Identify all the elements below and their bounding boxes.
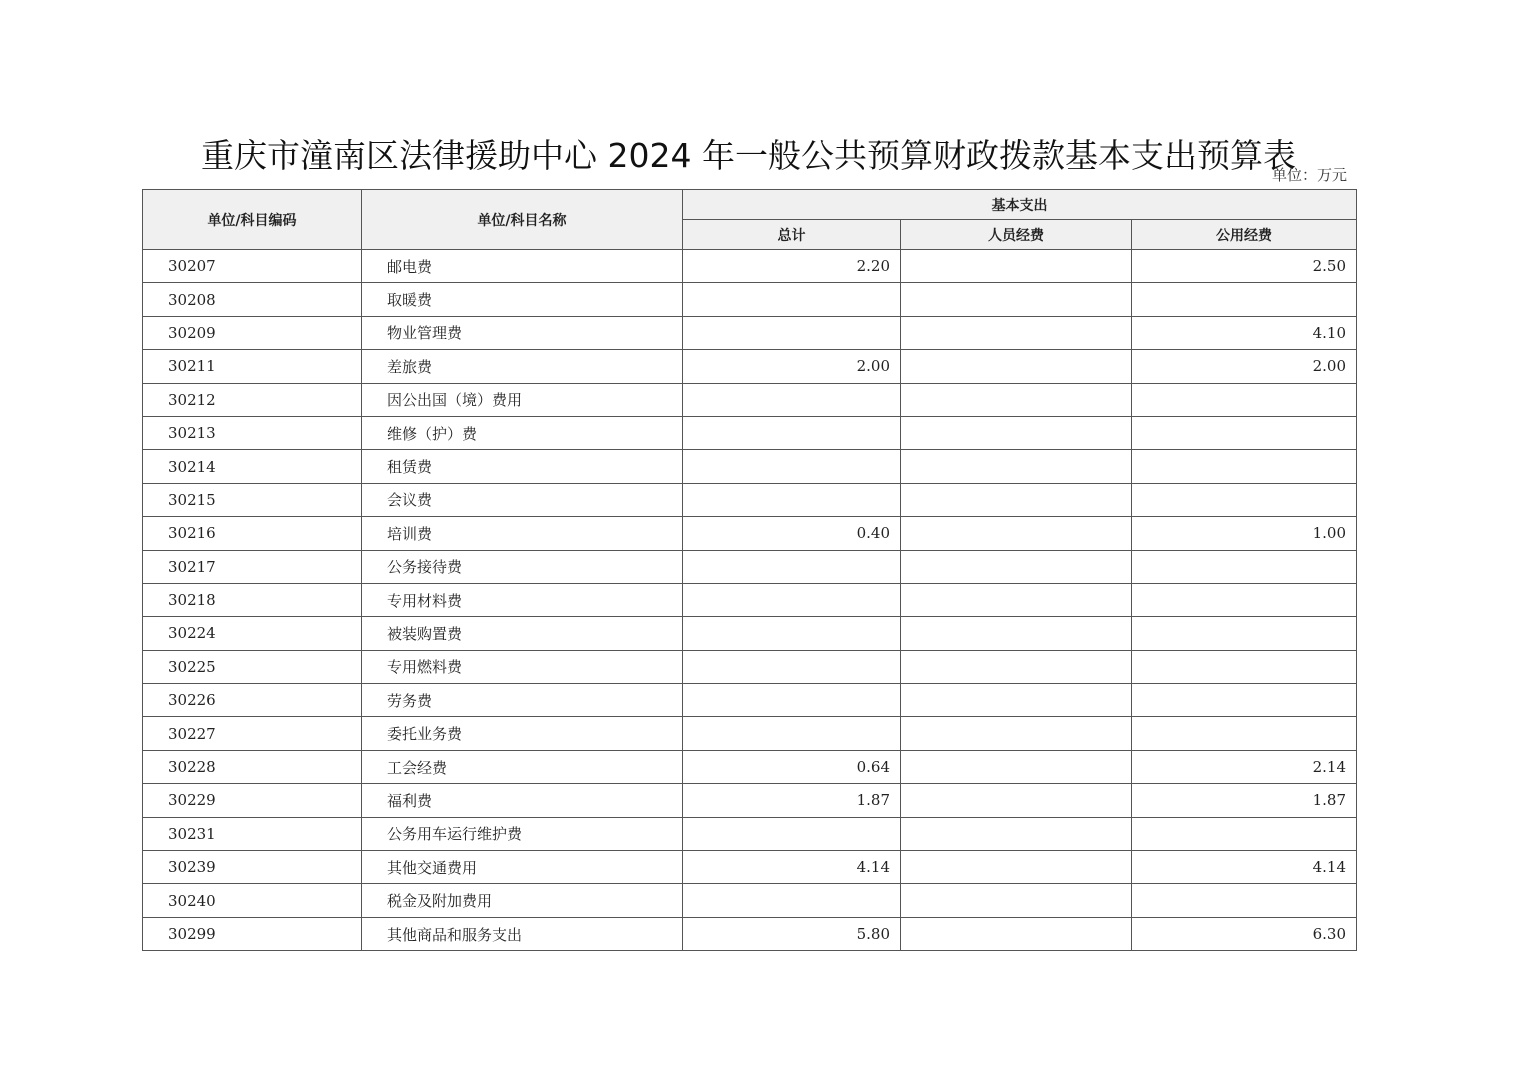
cell-name: 公务接待费 bbox=[362, 550, 683, 583]
cell-personnel bbox=[901, 316, 1132, 349]
cell-total bbox=[683, 550, 901, 583]
header-personnel: 人员经费 bbox=[901, 220, 1132, 250]
cell-public bbox=[1132, 283, 1357, 316]
cell-name: 委托业务费 bbox=[362, 717, 683, 750]
cell-total bbox=[683, 316, 901, 349]
cell-code: 30211 bbox=[143, 350, 362, 383]
cell-personnel bbox=[901, 283, 1132, 316]
cell-total: 0.64 bbox=[683, 750, 901, 783]
cell-public bbox=[1132, 483, 1357, 516]
cell-public: 1.87 bbox=[1132, 784, 1357, 817]
cell-code: 30212 bbox=[143, 383, 362, 416]
table-body bbox=[143, 250, 1357, 951]
cell-personnel bbox=[901, 817, 1132, 850]
cell-code: 30218 bbox=[143, 583, 362, 616]
cell-name: 差旅费 bbox=[362, 350, 683, 383]
budget-table bbox=[142, 189, 1357, 951]
header-code: 单位/科目编码 bbox=[143, 190, 362, 250]
cell-total: 0.40 bbox=[683, 517, 901, 550]
cell-personnel bbox=[901, 717, 1132, 750]
cell-public bbox=[1132, 617, 1357, 650]
header-total: 总计 bbox=[683, 220, 901, 250]
table-header bbox=[143, 190, 1357, 250]
cell-personnel bbox=[901, 450, 1132, 483]
cell-total: 2.00 bbox=[683, 350, 901, 383]
cell-public bbox=[1132, 416, 1357, 449]
cell-name: 维修（护）费 bbox=[362, 416, 683, 449]
cell-name: 专用材料费 bbox=[362, 583, 683, 616]
cell-name: 因公出国（境）费用 bbox=[362, 383, 683, 416]
cell-name: 邮电费 bbox=[362, 250, 683, 283]
cell-total bbox=[683, 283, 901, 316]
table-row bbox=[143, 617, 1357, 650]
cell-personnel bbox=[901, 416, 1132, 449]
table-row bbox=[143, 416, 1357, 449]
cell-public: 2.00 bbox=[1132, 350, 1357, 383]
table-row bbox=[143, 817, 1357, 850]
cell-name: 其他交通费用 bbox=[362, 851, 683, 884]
cell-code: 30217 bbox=[143, 550, 362, 583]
cell-code: 30231 bbox=[143, 817, 362, 850]
cell-personnel bbox=[901, 851, 1132, 884]
cell-code: 30213 bbox=[143, 416, 362, 449]
cell-total bbox=[683, 583, 901, 616]
cell-public: 4.10 bbox=[1132, 316, 1357, 349]
cell-name: 专用燃料费 bbox=[362, 650, 683, 683]
cell-total: 4.14 bbox=[683, 851, 901, 884]
cell-personnel bbox=[901, 884, 1132, 917]
cell-name: 公务用车运行维护费 bbox=[362, 817, 683, 850]
cell-code: 30224 bbox=[143, 617, 362, 650]
cell-personnel bbox=[901, 250, 1132, 283]
cell-personnel bbox=[901, 650, 1132, 683]
table-row bbox=[143, 784, 1357, 817]
table-row bbox=[143, 383, 1357, 416]
table-row bbox=[143, 450, 1357, 483]
header-name: 单位/科目名称 bbox=[362, 190, 683, 250]
cell-total: 1.87 bbox=[683, 784, 901, 817]
table-row bbox=[143, 517, 1357, 550]
cell-public: 2.50 bbox=[1132, 250, 1357, 283]
cell-total bbox=[683, 483, 901, 516]
table-row bbox=[143, 350, 1357, 383]
cell-total bbox=[683, 617, 901, 650]
cell-total bbox=[683, 450, 901, 483]
cell-code: 30229 bbox=[143, 784, 362, 817]
cell-public bbox=[1132, 684, 1357, 717]
cell-public bbox=[1132, 450, 1357, 483]
cell-code: 30240 bbox=[143, 884, 362, 917]
cell-public bbox=[1132, 717, 1357, 750]
cell-total bbox=[683, 383, 901, 416]
cell-code: 30209 bbox=[143, 316, 362, 349]
cell-total bbox=[683, 416, 901, 449]
cell-total: 5.80 bbox=[683, 917, 901, 950]
cell-public: 4.14 bbox=[1132, 851, 1357, 884]
cell-name: 培训费 bbox=[362, 517, 683, 550]
cell-personnel bbox=[901, 784, 1132, 817]
cell-personnel bbox=[901, 383, 1132, 416]
cell-code: 30208 bbox=[143, 283, 362, 316]
table-row bbox=[143, 483, 1357, 516]
cell-public: 2.14 bbox=[1132, 750, 1357, 783]
cell-personnel bbox=[901, 917, 1132, 950]
cell-public bbox=[1132, 583, 1357, 616]
cell-personnel bbox=[901, 583, 1132, 616]
cell-total bbox=[683, 650, 901, 683]
table-row bbox=[143, 650, 1357, 683]
cell-public bbox=[1132, 550, 1357, 583]
cell-code: 30215 bbox=[143, 483, 362, 516]
cell-code: 30225 bbox=[143, 650, 362, 683]
cell-code: 30207 bbox=[143, 250, 362, 283]
cell-code: 30214 bbox=[143, 450, 362, 483]
cell-personnel bbox=[901, 517, 1132, 550]
header-public: 公用经费 bbox=[1132, 220, 1357, 250]
page-title: 重庆市潼南区法律援助中心 2024 年一般公共预算财政拨款基本支出预算表 bbox=[201, 136, 1296, 176]
cell-name: 劳务费 bbox=[362, 684, 683, 717]
cell-code: 30239 bbox=[143, 851, 362, 884]
cell-total: 2.20 bbox=[683, 250, 901, 283]
cell-name: 其他商品和服务支出 bbox=[362, 917, 683, 950]
cell-code: 30216 bbox=[143, 517, 362, 550]
cell-personnel bbox=[901, 350, 1132, 383]
cell-code: 30227 bbox=[143, 717, 362, 750]
cell-public: 6.30 bbox=[1132, 917, 1357, 950]
cell-code: 30226 bbox=[143, 684, 362, 717]
table-row bbox=[143, 884, 1357, 917]
cell-public bbox=[1132, 650, 1357, 683]
cell-total bbox=[683, 717, 901, 750]
header-basic-expenditure: 基本支出 bbox=[683, 190, 1357, 220]
cell-name: 税金及附加费用 bbox=[362, 884, 683, 917]
cell-public: 1.00 bbox=[1132, 517, 1357, 550]
cell-personnel bbox=[901, 750, 1132, 783]
table-row bbox=[143, 583, 1357, 616]
cell-personnel bbox=[901, 483, 1132, 516]
cell-name: 会议费 bbox=[362, 483, 683, 516]
cell-personnel bbox=[901, 617, 1132, 650]
table-row bbox=[143, 717, 1357, 750]
cell-total bbox=[683, 684, 901, 717]
cell-public bbox=[1132, 817, 1357, 850]
table-row bbox=[143, 550, 1357, 583]
cell-personnel bbox=[901, 684, 1132, 717]
cell-personnel bbox=[901, 550, 1132, 583]
table-row bbox=[143, 283, 1357, 316]
cell-public bbox=[1132, 884, 1357, 917]
cell-code: 30299 bbox=[143, 917, 362, 950]
table-row bbox=[143, 851, 1357, 884]
cell-name: 被装购置费 bbox=[362, 617, 683, 650]
table-row bbox=[143, 316, 1357, 349]
cell-name: 物业管理费 bbox=[362, 316, 683, 349]
table-row bbox=[143, 250, 1357, 283]
cell-name: 租赁费 bbox=[362, 450, 683, 483]
table-row bbox=[143, 750, 1357, 783]
cell-total bbox=[683, 817, 901, 850]
unit-label: 单位：万元 bbox=[1271, 166, 1347, 184]
table-row bbox=[143, 684, 1357, 717]
cell-total bbox=[683, 884, 901, 917]
cell-name: 取暖费 bbox=[362, 283, 683, 316]
table-row bbox=[143, 917, 1357, 950]
cell-code: 30228 bbox=[143, 750, 362, 783]
cell-name: 福利费 bbox=[362, 784, 683, 817]
cell-public bbox=[1132, 383, 1357, 416]
cell-name: 工会经费 bbox=[362, 750, 683, 783]
